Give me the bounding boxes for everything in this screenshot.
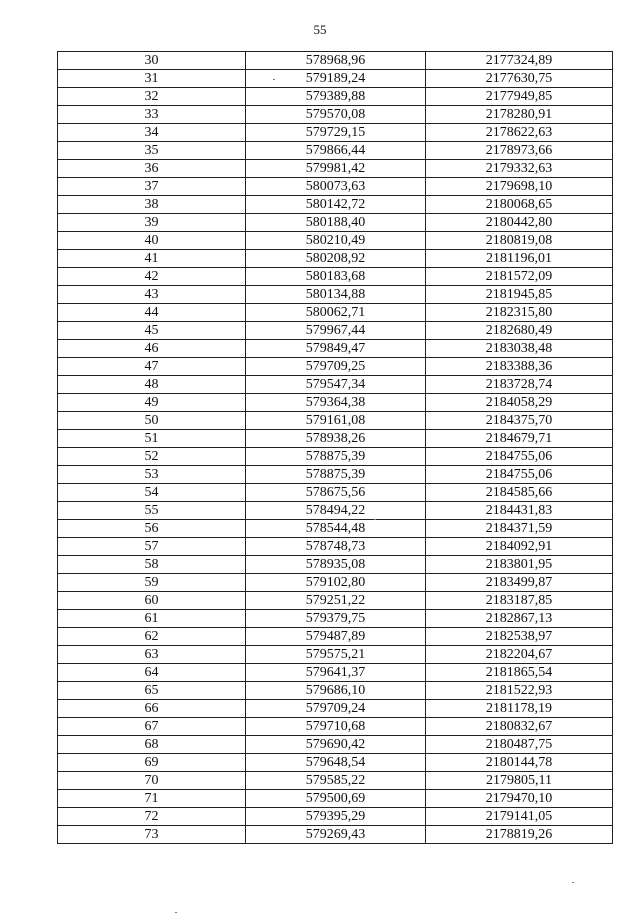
table-row: [58, 556, 613, 574]
table-row: [58, 772, 613, 790]
point-number-cell: 35: [58, 142, 246, 160]
x-coordinate-cell: 579849,47: [246, 340, 426, 358]
y-coordinate-cell: 2181196,01: [426, 250, 613, 268]
table-row: [58, 340, 613, 358]
table-row: [58, 448, 613, 466]
table-row: [58, 790, 613, 808]
scan-speck: [572, 882, 574, 883]
x-coordinate-cell: 579709,24: [246, 700, 426, 718]
table-row: [58, 682, 613, 700]
x-coordinate-cell: 580210,49: [246, 232, 426, 250]
table-row: [58, 736, 613, 754]
y-coordinate-cell: 2178973,66: [426, 142, 613, 160]
table-row: [58, 142, 613, 160]
y-coordinate-cell: 2183388,36: [426, 358, 613, 376]
point-number-cell: 42: [58, 268, 246, 286]
point-number-cell: 73: [58, 826, 246, 844]
x-coordinate-cell: 579547,34: [246, 376, 426, 394]
x-coordinate-cell: 579967,44: [246, 322, 426, 340]
y-coordinate-cell: 2184755,06: [426, 466, 613, 484]
table-row: [58, 250, 613, 268]
table-row: [58, 178, 613, 196]
point-number-cell: 46: [58, 340, 246, 358]
x-coordinate-cell: 580073,63: [246, 178, 426, 196]
table-row: [58, 232, 613, 250]
table-row: [58, 466, 613, 484]
point-number-cell: 40: [58, 232, 246, 250]
x-coordinate-cell: 579251,22: [246, 592, 426, 610]
y-coordinate-cell: 2182538,97: [426, 628, 613, 646]
x-coordinate-cell: 578875,39: [246, 466, 426, 484]
scan-speck: [374, 519, 376, 520]
x-coordinate-cell: 580134,88: [246, 286, 426, 304]
y-coordinate-cell: 2181178,19: [426, 700, 613, 718]
table-row: [58, 754, 613, 772]
point-number-cell: 43: [58, 286, 246, 304]
coordinates-table: [57, 51, 613, 844]
point-number-cell: 59: [58, 574, 246, 592]
y-coordinate-cell: 2182204,67: [426, 646, 613, 664]
table-row: [58, 538, 613, 556]
point-number-cell: 70: [58, 772, 246, 790]
x-coordinate-cell: 579641,37: [246, 664, 426, 682]
x-coordinate-cell: 578935,08: [246, 556, 426, 574]
point-number-cell: 38: [58, 196, 246, 214]
y-coordinate-cell: 2183038,48: [426, 340, 613, 358]
y-coordinate-cell: 2178622,63: [426, 124, 613, 142]
point-number-cell: 52: [58, 448, 246, 466]
point-number-cell: 60: [58, 592, 246, 610]
y-coordinate-cell: 2180068,65: [426, 196, 613, 214]
point-number-cell: 50: [58, 412, 246, 430]
point-number-cell: 36: [58, 160, 246, 178]
y-coordinate-cell: 2181865,54: [426, 664, 613, 682]
point-number-cell: 49: [58, 394, 246, 412]
y-coordinate-cell: 2183187,85: [426, 592, 613, 610]
point-number-cell: 47: [58, 358, 246, 376]
point-number-cell: 58: [58, 556, 246, 574]
y-coordinate-cell: 2183499,87: [426, 574, 613, 592]
point-number-cell: 37: [58, 178, 246, 196]
point-number-cell: 39: [58, 214, 246, 232]
x-coordinate-cell: 579570,08: [246, 106, 426, 124]
x-coordinate-cell: 579981,42: [246, 160, 426, 178]
point-number-cell: 53: [58, 466, 246, 484]
x-coordinate-cell: 579500,69: [246, 790, 426, 808]
point-number-cell: 30: [58, 52, 246, 70]
point-number-cell: 51: [58, 430, 246, 448]
y-coordinate-cell: 2184058,29: [426, 394, 613, 412]
x-coordinate-cell: 579866,44: [246, 142, 426, 160]
y-coordinate-cell: 2179332,63: [426, 160, 613, 178]
point-number-cell: 33: [58, 106, 246, 124]
table-row: [58, 646, 613, 664]
table-row: [58, 322, 613, 340]
table-row: [58, 70, 613, 88]
point-number-cell: 61: [58, 610, 246, 628]
x-coordinate-cell: 580188,40: [246, 214, 426, 232]
y-coordinate-cell: 2177949,85: [426, 88, 613, 106]
y-coordinate-cell: 2184092,91: [426, 538, 613, 556]
y-coordinate-cell: 2179141,05: [426, 808, 613, 826]
x-coordinate-cell: 579161,08: [246, 412, 426, 430]
x-coordinate-cell: 578675,56: [246, 484, 426, 502]
table-row: [58, 502, 613, 520]
coordinates-table-body: [58, 52, 613, 844]
y-coordinate-cell: 2184375,70: [426, 412, 613, 430]
table-row: [58, 574, 613, 592]
y-coordinate-cell: 2182315,80: [426, 304, 613, 322]
point-number-cell: 56: [58, 520, 246, 538]
table-row: [58, 268, 613, 286]
scan-speck: [273, 79, 275, 80]
table-row: [58, 376, 613, 394]
x-coordinate-cell: 580142,72: [246, 196, 426, 214]
table-row: [58, 196, 613, 214]
y-coordinate-cell: 2184431,83: [426, 502, 613, 520]
x-coordinate-cell: 579585,22: [246, 772, 426, 790]
x-coordinate-cell: 578748,73: [246, 538, 426, 556]
table-row: [58, 160, 613, 178]
y-coordinate-cell: 2184585,66: [426, 484, 613, 502]
table-row: [58, 52, 613, 70]
y-coordinate-cell: 2178280,91: [426, 106, 613, 124]
y-coordinate-cell: 2179470,10: [426, 790, 613, 808]
x-coordinate-cell: 578938,26: [246, 430, 426, 448]
x-coordinate-cell: 579710,68: [246, 718, 426, 736]
x-coordinate-cell: 578968,96: [246, 52, 426, 70]
point-number-cell: 64: [58, 664, 246, 682]
x-coordinate-cell: 579575,21: [246, 646, 426, 664]
y-coordinate-cell: 2182867,13: [426, 610, 613, 628]
point-number-cell: 57: [58, 538, 246, 556]
x-coordinate-cell: 579686,10: [246, 682, 426, 700]
table-row: [58, 214, 613, 232]
y-coordinate-cell: 2181945,85: [426, 286, 613, 304]
point-number-cell: 32: [58, 88, 246, 106]
x-coordinate-cell: 579729,15: [246, 124, 426, 142]
y-coordinate-cell: 2180144,78: [426, 754, 613, 772]
table-row: [58, 412, 613, 430]
point-number-cell: 71: [58, 790, 246, 808]
y-coordinate-cell: 2180819,08: [426, 232, 613, 250]
x-coordinate-cell: 579269,43: [246, 826, 426, 844]
x-coordinate-cell: 579389,88: [246, 88, 426, 106]
point-number-cell: 67: [58, 718, 246, 736]
table-row: [58, 610, 613, 628]
x-coordinate-cell: 579189,24: [246, 70, 426, 88]
point-number-cell: 68: [58, 736, 246, 754]
x-coordinate-cell: 579379,75: [246, 610, 426, 628]
x-coordinate-cell: 579648,54: [246, 754, 426, 772]
x-coordinate-cell: 579709,25: [246, 358, 426, 376]
point-number-cell: 48: [58, 376, 246, 394]
y-coordinate-cell: 2183728,74: [426, 376, 613, 394]
y-coordinate-cell: 2178819,26: [426, 826, 613, 844]
table-row: [58, 520, 613, 538]
table-row: [58, 808, 613, 826]
table-row: [58, 484, 613, 502]
y-coordinate-cell: 2184371,59: [426, 520, 613, 538]
point-number-cell: 54: [58, 484, 246, 502]
x-coordinate-cell: 580208,92: [246, 250, 426, 268]
point-number-cell: 62: [58, 628, 246, 646]
y-coordinate-cell: 2179805,11: [426, 772, 613, 790]
x-coordinate-cell: 578544,48: [246, 520, 426, 538]
table-row: [58, 304, 613, 322]
point-number-cell: 44: [58, 304, 246, 322]
x-coordinate-cell: 580183,68: [246, 268, 426, 286]
table-row: [58, 286, 613, 304]
point-number-cell: 69: [58, 754, 246, 772]
point-number-cell: 66: [58, 700, 246, 718]
table-row: [58, 628, 613, 646]
point-number-cell: 45: [58, 322, 246, 340]
table-row: [58, 718, 613, 736]
y-coordinate-cell: 2179698,10: [426, 178, 613, 196]
y-coordinate-cell: 2180442,80: [426, 214, 613, 232]
point-number-cell: 41: [58, 250, 246, 268]
table-row: [58, 358, 613, 376]
point-number-cell: 65: [58, 682, 246, 700]
table-row: [58, 430, 613, 448]
x-coordinate-cell: 579395,29: [246, 808, 426, 826]
y-coordinate-cell: 2177324,89: [426, 52, 613, 70]
point-number-cell: 34: [58, 124, 246, 142]
y-coordinate-cell: 2177630,75: [426, 70, 613, 88]
x-coordinate-cell: 578875,39: [246, 448, 426, 466]
point-number-cell: 63: [58, 646, 246, 664]
y-coordinate-cell: 2181522,93: [426, 682, 613, 700]
y-coordinate-cell: 2181572,09: [426, 268, 613, 286]
page-number: 55: [313, 22, 327, 37]
x-coordinate-cell: 579364,38: [246, 394, 426, 412]
x-coordinate-cell: 579487,89: [246, 628, 426, 646]
table-row: [58, 700, 613, 718]
x-coordinate-cell: 578494,22: [246, 502, 426, 520]
table-row: [58, 124, 613, 142]
table-row: [58, 592, 613, 610]
table-row: [58, 88, 613, 106]
table-row: [58, 826, 613, 844]
point-number-cell: 72: [58, 808, 246, 826]
y-coordinate-cell: 2180832,67: [426, 718, 613, 736]
y-coordinate-cell: 2182680,49: [426, 322, 613, 340]
y-coordinate-cell: 2184679,71: [426, 430, 613, 448]
table-row: [58, 106, 613, 124]
x-coordinate-cell: 579102,80: [246, 574, 426, 592]
y-coordinate-cell: 2184755,06: [426, 448, 613, 466]
point-number-cell: 31: [58, 70, 246, 88]
x-coordinate-cell: 579690,42: [246, 736, 426, 754]
table-row: [58, 394, 613, 412]
y-coordinate-cell: 2180487,75: [426, 736, 613, 754]
table-row: [58, 664, 613, 682]
point-number-cell: 55: [58, 502, 246, 520]
y-coordinate-cell: 2183801,95: [426, 556, 613, 574]
x-coordinate-cell: 580062,71: [246, 304, 426, 322]
scan-speck: [175, 912, 177, 913]
